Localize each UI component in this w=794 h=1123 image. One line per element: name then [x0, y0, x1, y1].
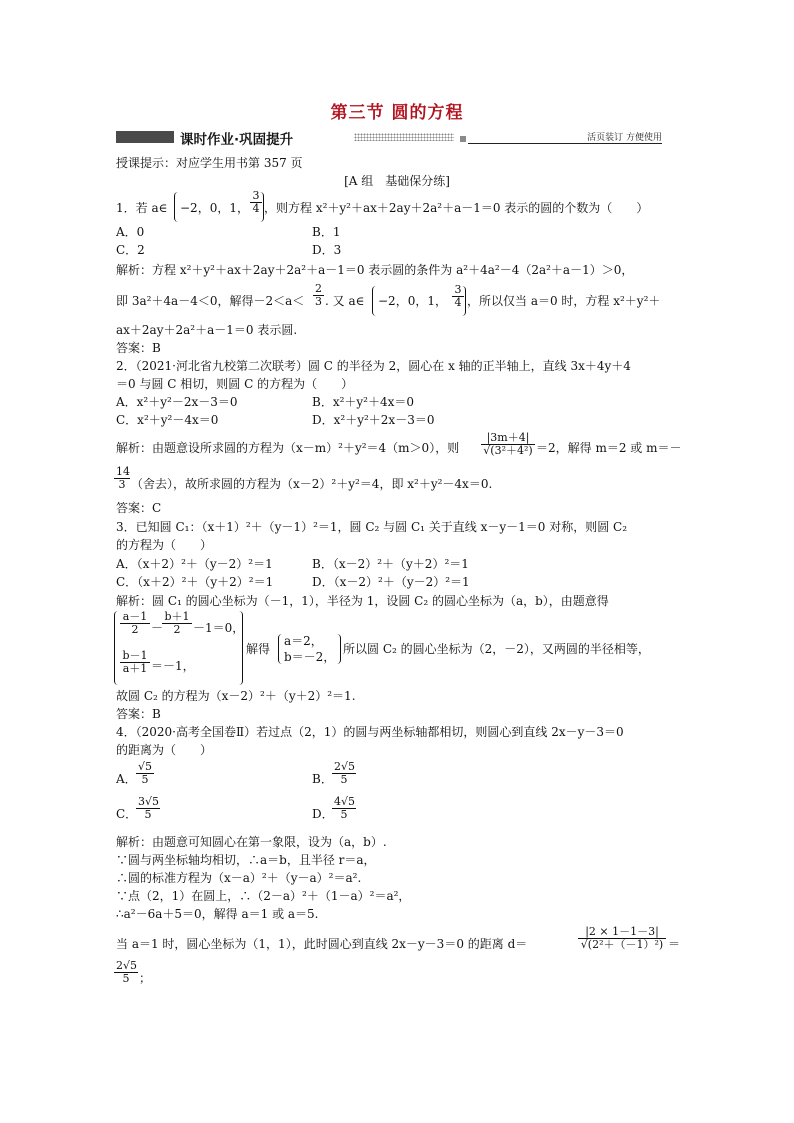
q3-sys-frac-b-den: 2 — [173, 623, 181, 636]
q4-analysis-line6b: ＝ — [668, 937, 681, 951]
q1-answer: 答案：B — [116, 341, 161, 355]
q2-option-a: A．x²＋y²－2x－3＝0 — [116, 395, 238, 409]
q2-option-c: C．x²＋y²－4x＝0 — [116, 413, 219, 427]
q3-sys-frac-c-num: b－1 — [120, 650, 150, 663]
q1-ana-set: −2，0，1， — [378, 294, 447, 308]
q3-sys-frac-b — [162, 611, 192, 636]
q4-analysis-line1: 解析：由题意可知圆心在第一象限，设为（a，b）. — [116, 835, 387, 849]
q3-option-b: B．（x－2）²＋（y＋2）²＝1 — [312, 557, 469, 571]
q3-analysis-line3: 故圆 C₂ 的方程为（x－2）²＋（y＋2）²＝1. — [116, 689, 356, 703]
q1-analysis-line2c: ，所以仅当 a＝0 时，方程 x²＋y²＋ — [467, 294, 661, 308]
q4-stem-line2: 的距离为（ ） — [116, 743, 213, 757]
q2-ana-frac2-num: 14 — [116, 465, 130, 478]
q3-option-c: C．（x＋2）²＋（y＋2）²＝1 — [116, 575, 274, 589]
q4-result-fraction — [114, 960, 138, 985]
banner-rule — [468, 143, 662, 144]
q4-option-d: D． — [312, 807, 334, 821]
q2-analysis-line1b: ＝2，解得 m＝2 或 m＝－ — [536, 441, 682, 455]
q1-analysis-line1: 解析：方程 x²＋y²＋ax＋2ay＋2a²＋a－1＝0 表示圆的条件为 a²＋4a²－4（2a²＋a－1）＞0， — [116, 263, 634, 277]
q2-ana-frac-den: √(3²＋4²) — [483, 444, 533, 457]
q1-option-d: D．3 — [312, 243, 342, 257]
q3-answer: 答案：B — [116, 707, 161, 721]
q4-option-b-fraction — [332, 761, 356, 786]
q4-opt-c-den: 5 — [144, 808, 152, 821]
q1-analysis-line2a: 即 3a²＋4a－4＜0，解得－2＜a＜ — [116, 294, 305, 308]
q3-stem-line2: 的方程为（ ） — [116, 538, 213, 552]
q3-sys-frac-c-den: a＋1 — [122, 662, 148, 675]
q1-ana-frac-den: 3 — [315, 295, 322, 308]
q4-analysis-line5: ∴a²－6a＋5＝0，解得 a＝1 或 a＝5. — [116, 907, 319, 921]
q3-solution-right — [336, 634, 341, 664]
q1-frac-den: 4 — [252, 202, 260, 215]
q4-opt-b-den: 5 — [340, 773, 348, 786]
page-title: 第三节 圆的方程 — [330, 103, 464, 123]
q1-ana-right-brace — [461, 286, 466, 316]
banner-block — [116, 131, 174, 143]
q1-stem-start: 1．若 a∈ — [116, 201, 168, 215]
q4-opt-b-num: 2√5 — [334, 760, 356, 773]
q1-analysis-line2b: . 又 a∈ — [325, 294, 365, 308]
q3-solution-2: b＝－2， — [284, 650, 336, 664]
q1-ana-frac-num: 2 — [315, 282, 322, 295]
q1-option-b: B．1 — [312, 225, 341, 239]
q4-opt-d-num: 4√5 — [334, 795, 356, 808]
q2-analysis-fraction2 — [114, 466, 130, 491]
q3-solution-1: a＝2， — [284, 634, 323, 648]
q3-analysis-line1: 解析：圆 C₁ 的圆心坐标为（－1，1），半径为 1，设圆 C₂ 的圆心坐标为（a，b），由题意得 — [116, 594, 609, 608]
q4-analysis-line7-tail: ； — [139, 971, 152, 985]
banner-square — [460, 136, 466, 142]
q4-option-c: C． — [116, 807, 138, 821]
q3-stem-line1: 3．已知圆 C₁：（x＋1）²＋（y－1）²＝1，圆 C₂ 与圆 C₁ 关于直线 x－y－1＝0 对称，则圆 C₂ — [116, 520, 628, 534]
q3-system-right — [238, 611, 243, 685]
q2-answer: 答案：C — [116, 501, 162, 515]
q4-analysis-line4: ∵点（2，1）在圆上，∴（2－a）²＋（1－a）²＝a²， — [116, 889, 411, 903]
q4-stem-line1: 4．（2020·高考全国卷Ⅱ）若过点（2，1）的圆与两坐标轴都相切，则圆心到直线 2x－y－3＝0 — [116, 725, 624, 739]
q3-sys-minus: － — [151, 621, 164, 635]
q3-sys-frac-b-num: b＋1 — [162, 611, 192, 624]
section-banner — [116, 128, 662, 146]
q3-solution-brace — [278, 634, 283, 664]
q4-option-b: B． — [312, 772, 333, 786]
q2-option-b: B．x²＋y²＋4x＝0 — [312, 395, 415, 409]
q2-analysis-line2: （舍去），故所求圆的方程为（x－2）²＋y²＝4，即 x²＋y²－4x＝0. — [131, 477, 493, 491]
q2-stem-line2: ＝0 与圆 C 相切，则圆 C 的方程为（ ） — [116, 377, 354, 391]
q4-option-d-fraction — [332, 796, 356, 821]
q3-sys-frac-c — [120, 650, 150, 675]
q3-solve-label: 解得 — [246, 642, 271, 656]
q2-stem-line1: 2．（2021·河北省九校第二次联考）圆 C 的半径为 2，圆心在 x 轴的正半轴上，直线 3x＋4y＋4 — [116, 359, 631, 373]
q2-analysis-fraction — [481, 432, 535, 457]
q3-option-a: A．（x＋2）²＋（y－2）²＝1 — [116, 557, 273, 571]
q2-analysis-line1a: 解析：由题意设所求圆的方程为（x－m）²＋y²＝4（m＞0），则 — [116, 441, 460, 455]
q3-sys-line1-tail: －1＝0， — [193, 621, 245, 635]
hint-line: 授课提示：对应学生用书第 357 页 — [116, 156, 303, 170]
q2-ana-frac2-den: 3 — [118, 478, 126, 491]
q1-stem-end: ，则方程 x²＋y²＋ax＋2ay＋2a²＋a－1＝0 表示的圆的个数为（ ） — [264, 201, 649, 215]
q1-ana-set-den: 4 — [454, 296, 462, 309]
q1-frac-num: 3 — [250, 190, 262, 203]
q1-option-a: A．0 — [116, 225, 145, 239]
q3-option-d: D．（x－2）²＋（y－2）²＝1 — [312, 575, 470, 589]
q4-result-num: 2√5 — [116, 959, 138, 972]
q1-option-c: C．2 — [116, 243, 145, 257]
q3-sys-frac-a — [120, 611, 150, 636]
q4-result-den: 5 — [122, 972, 130, 985]
q4-opt-c-num: 3√5 — [138, 795, 160, 808]
q4-option-a-fraction — [136, 761, 154, 786]
q4-distance-num: |2 × 1－1－3| — [578, 926, 666, 939]
q4-analysis-line3: ∴圆的标准方程为（x－a）²＋（y－a）²＝a². — [116, 871, 362, 885]
q1-analysis-fraction — [313, 283, 324, 308]
q2-option-d: D．x²＋y²＋2x－3＝0 — [312, 413, 435, 427]
q4-opt-d-den: 5 — [340, 808, 348, 821]
q1-analysis-line3: ax＋2ay＋2a²＋a－1＝0 表示圆. — [116, 323, 298, 337]
banner-label: 课时作业·巩固提升 — [180, 132, 294, 148]
q3-analysis-line2: 所以圆 C₂ 的圆心坐标为（2，－2），又两圆的半径相等， — [343, 642, 650, 656]
banner-right-note: 活页装订 方便使用 — [587, 133, 662, 143]
q4-option-c-fraction — [136, 796, 160, 821]
q4-option-a: A． — [116, 772, 137, 786]
q4-analysis-line6a: 当 a＝1 时，圆心坐标为（1，1），此时圆心到直线 2x－y－3＝0 的距离 d＝ — [116, 937, 528, 951]
q4-opt-a-den: 5 — [141, 773, 149, 786]
q4-distance-den: √(2²＋（－1）²) — [580, 938, 664, 951]
banner-dots — [354, 133, 454, 141]
q3-sys-frac-a-den: 2 — [131, 623, 139, 636]
group-heading: [A 组 基础保分练] — [344, 174, 450, 188]
q3-sys-line2-tail: ＝－1， — [151, 659, 195, 673]
q4-opt-a-num: √5 — [138, 760, 153, 773]
q4-distance-fraction — [578, 926, 666, 951]
q1-set: −2，0，1， — [180, 201, 249, 215]
q3-sys-frac-a-num: a－1 — [120, 611, 150, 624]
q2-ana-frac-num: |3m＋4| — [481, 432, 535, 445]
q4-analysis-line2: ∵圆与两坐标轴均相切，∴a＝b，且半径 r＝a， — [116, 853, 376, 867]
q1-ana-set-num: 3 — [452, 284, 464, 297]
